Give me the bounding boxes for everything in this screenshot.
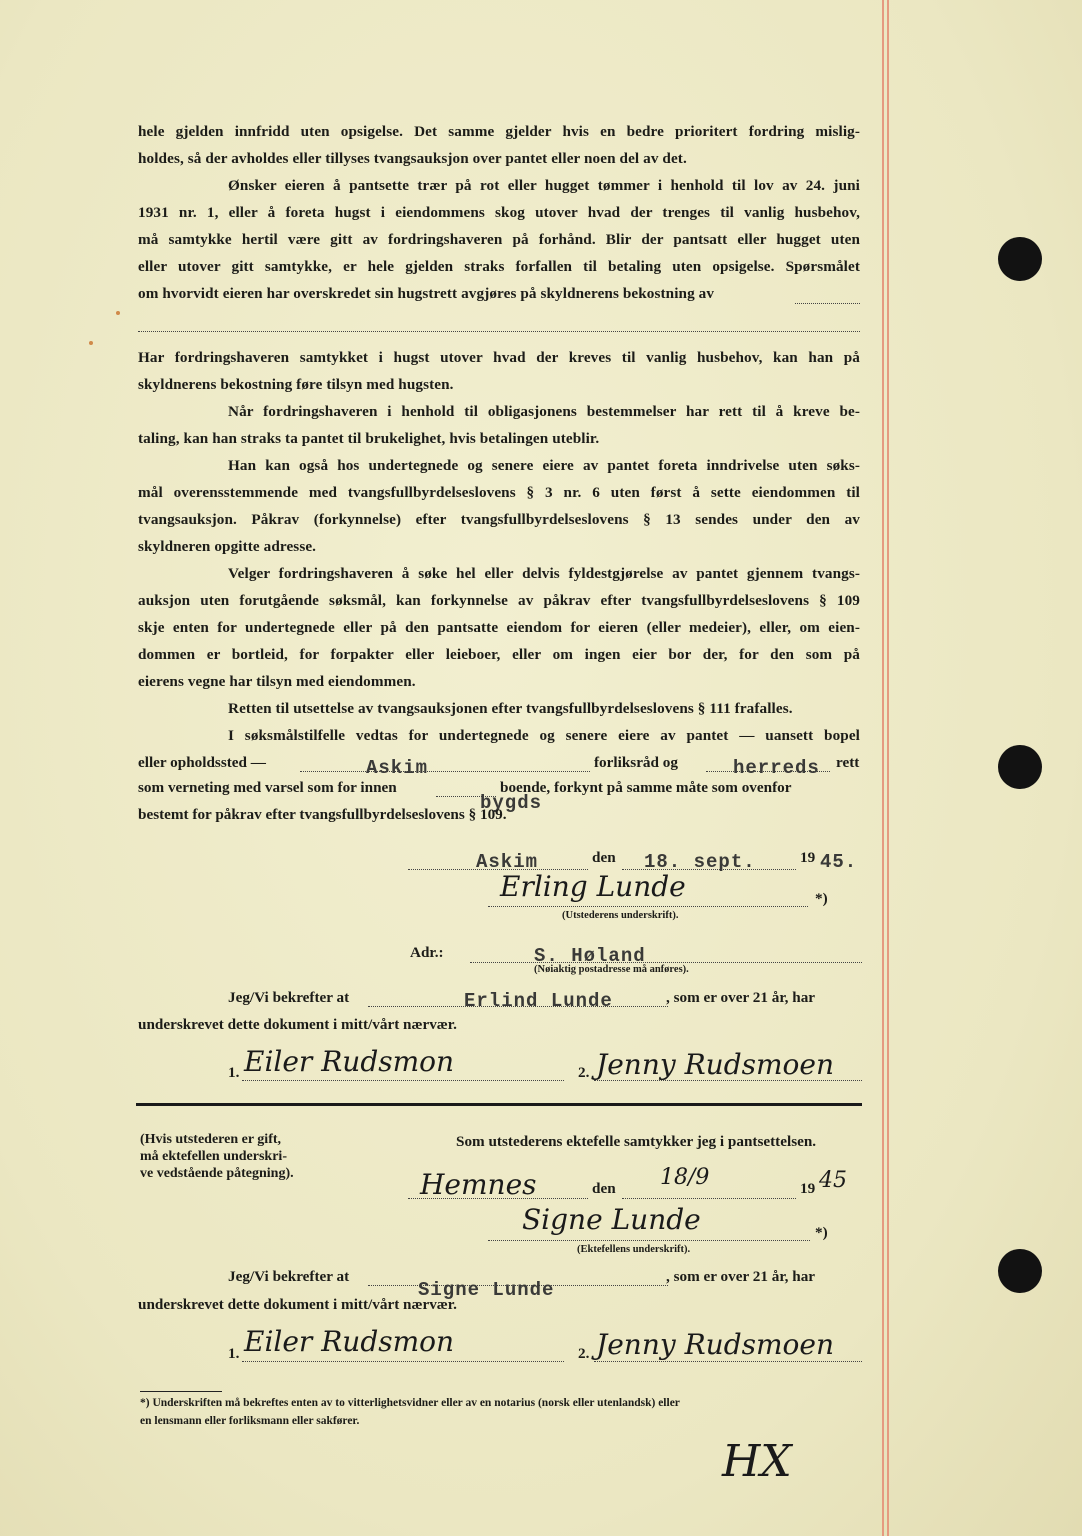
body-line: Han kan også hos undertegnede og senere eiere av pantet foreta inndrivelse uten søks- bbox=[228, 457, 860, 474]
spouse-note: ve vedstående påtegning). bbox=[140, 1166, 294, 1181]
fill-line bbox=[488, 1240, 810, 1241]
witness-line2: underskrevet dette dokument i mitt/vårt nærvær. bbox=[138, 1296, 457, 1313]
year-prefix: 19 bbox=[800, 849, 816, 866]
issuer-signature: Erling Lunde bbox=[500, 870, 686, 903]
section-rule bbox=[136, 1103, 862, 1106]
issue-place: Askim bbox=[476, 851, 539, 873]
witness-prefix: Jeg/Vi bekrefter at bbox=[228, 1268, 350, 1285]
body-line: må samtykke hertil være gitt av fordringshaveren på forhånd. Blir der pantsatt eller hugget uten bbox=[138, 231, 860, 248]
typed-place: Askim bbox=[366, 757, 429, 779]
punch-hole bbox=[998, 1249, 1042, 1293]
witness-number: 2. bbox=[578, 1345, 590, 1362]
venue-text: bestemt for påkrav efter tvangsfullbyrdelseslovens § 109. bbox=[138, 806, 507, 823]
body-line: Når fordringshaveren i henhold til obligasjonens bestemmelser har rett til å kreve be- bbox=[228, 403, 860, 420]
body-line: eller utover gitt samtykke, er hele gjelden straks forfallen til betaling uten opsigelse. Spørsmålet bbox=[138, 258, 860, 275]
punch-hole bbox=[998, 237, 1042, 281]
witness-suffix: , som er over 21 år, har bbox=[666, 1268, 816, 1285]
fill-line bbox=[488, 906, 808, 907]
body-line: holdes, så der avholdes eller tillyses tvangsauksjon over pantet eller noen del av det. bbox=[138, 150, 687, 167]
spouse-place: Hemnes bbox=[420, 1168, 537, 1201]
body-line: eierens vegne har tilsyn med eiendommen. bbox=[138, 673, 416, 690]
issuer-address: S. Høland bbox=[534, 945, 646, 967]
fill-line bbox=[795, 303, 860, 304]
venue-text: boende, forkynt på samme måte som ovenfor bbox=[500, 779, 792, 796]
venue-text: eller opholdssted — bbox=[138, 754, 266, 771]
body-line: auksjon uten forutgående søksmål, kan forkynnelse av påkrav efter tvangsfullbyrdelseslovens § 109 bbox=[138, 592, 860, 609]
fill-line bbox=[622, 1198, 796, 1199]
body-line: I søksmålstilfelle vedtas for undertegnede og senere eiere av pantet — uansett bopel bbox=[228, 727, 860, 744]
witness-signature: Eiler Rudsmon bbox=[244, 1045, 455, 1078]
body-line: Retten til utsettelse av tvangsauksjonen efter tvangsfullbyrdelseslovens § 111 frafalles. bbox=[228, 700, 793, 717]
year-prefix: 19 bbox=[800, 1180, 816, 1197]
footnote-line: en lensmann eller forliksmann eller sakfører. bbox=[140, 1415, 360, 1427]
margin-line bbox=[887, 0, 889, 1536]
witness-signature: Eiler Rudsmon bbox=[244, 1325, 455, 1358]
address-label: Adr.: bbox=[410, 944, 444, 961]
witness-number: 2. bbox=[578, 1064, 590, 1081]
address-caption: (Nøiaktig postadresse må anføres). bbox=[534, 964, 689, 975]
body-line: Ønsker eieren å pantsette trær på rot eller hugget tømmer i henhold til lov av 24. juni bbox=[228, 177, 860, 194]
witness-line2: underskrevet dette dokument i mitt/vårt nærvær. bbox=[138, 1016, 457, 1033]
stain-dot bbox=[116, 311, 120, 315]
stain-dot bbox=[89, 341, 93, 345]
margin-line bbox=[882, 0, 884, 1536]
den-label: den bbox=[592, 1180, 616, 1197]
fill-line bbox=[470, 962, 862, 963]
spouse-signature: Signe Lunde bbox=[522, 1203, 701, 1236]
punch-hole bbox=[998, 745, 1042, 789]
fill-line bbox=[594, 1361, 862, 1362]
body-line: taling, kan han straks ta pantet til brukelighet, hvis betalingen uteblir. bbox=[138, 430, 600, 447]
sig-mark: *) bbox=[815, 1224, 828, 1241]
body-line: mål overensstemmende med tvangsfullbyrdelseslovens § 3 nr. 6 uten først å sette eiendommen til bbox=[138, 484, 860, 501]
witnessed-name: Signe Lunde bbox=[418, 1279, 555, 1301]
spouse-year: 45 bbox=[819, 1168, 847, 1193]
spouse-note: (Hvis utstederen er gift, bbox=[140, 1132, 282, 1147]
witness-number: 1. bbox=[228, 1064, 240, 1081]
issue-date: 18. sept. bbox=[644, 851, 756, 873]
footnote-rule bbox=[140, 1391, 222, 1392]
venue-text: rett bbox=[836, 754, 860, 771]
body-line: skyldneren opgitte adresse. bbox=[138, 538, 317, 555]
body-line: Har fordringshaveren samtykket i hugst utover hvad der kreves til vanlig husbehov, kan han på bbox=[138, 349, 860, 366]
fill-line bbox=[242, 1361, 564, 1362]
signature-caption: (Utstederens underskrift). bbox=[562, 910, 679, 921]
witness-signature: Jenny Rudsmoen bbox=[596, 1048, 834, 1081]
body-line: skje enten for undertegnede eller på den pantsatte eiendom for eieren (eller medeier), eller, om eien- bbox=[138, 619, 860, 636]
body-line: hele gjelden innfridd uten opsigelse. Det samme gjelder hvis en bedre prioritert fordring mislig- bbox=[138, 123, 860, 140]
issue-year: 45. bbox=[820, 851, 858, 873]
spouse-date: 18/9 bbox=[660, 1165, 710, 1190]
body-line: dommen er bortleid, for forpakter eller leieboer, eller om ingen eier bor der, for den som på bbox=[138, 646, 860, 663]
initials: HX bbox=[722, 1436, 792, 1487]
spouse-heading: Som utstederens ektefelle samtykker jeg i pantsettelsen. bbox=[456, 1133, 817, 1150]
witness-suffix: , som er over 21 år, har bbox=[666, 989, 816, 1006]
spouse-note: må ektefellen underskri- bbox=[140, 1149, 287, 1164]
body-line: om hvorvidt eieren har overskredet sin hugstrett avgjøres på skyldnerens bekostning av bbox=[138, 285, 715, 302]
footnote-line: *) Underskriften må bekreftes enten av to vitterlighetsvidner eller av en notarius (norsk eller utenlandsk) eller bbox=[140, 1397, 680, 1409]
typed-region: bygds bbox=[480, 792, 543, 814]
body-line: Velger fordringshaveren å søke hel eller delvis fyldestgjørelse av pantet gjennem tvangs- bbox=[228, 565, 860, 582]
witness-number: 1. bbox=[228, 1345, 240, 1362]
fill-line bbox=[242, 1080, 564, 1081]
venue-text: som verneting med varsel som for innen bbox=[138, 779, 397, 796]
venue-text: forliksråd og bbox=[594, 754, 678, 771]
signature-caption: (Ektefellens underskrift). bbox=[577, 1244, 691, 1255]
typed-court: herreds bbox=[733, 757, 820, 779]
witness-signature: Jenny Rudsmoen bbox=[596, 1328, 834, 1361]
body-line: skyldnerens bekostning føre tilsyn med hugsten. bbox=[138, 376, 454, 393]
body-line: tvangsauksjon. Påkrav (forkynnelse) efter tvangsfullbyrdelseslovens § 13 sendes under den av bbox=[138, 511, 860, 528]
den-label: den bbox=[592, 849, 616, 866]
fill-line bbox=[300, 771, 590, 772]
sig-mark: *) bbox=[815, 890, 828, 907]
witnessed-name: Erlind Lunde bbox=[464, 990, 613, 1012]
fill-line bbox=[138, 331, 860, 332]
body-line: 1931 nr. 1, eller å foreta hugst i eiendommens skog utover hvad der trenges til vanlig husbehov, bbox=[138, 204, 860, 221]
witness-prefix: Jeg/Vi bekrefter at bbox=[228, 989, 350, 1006]
